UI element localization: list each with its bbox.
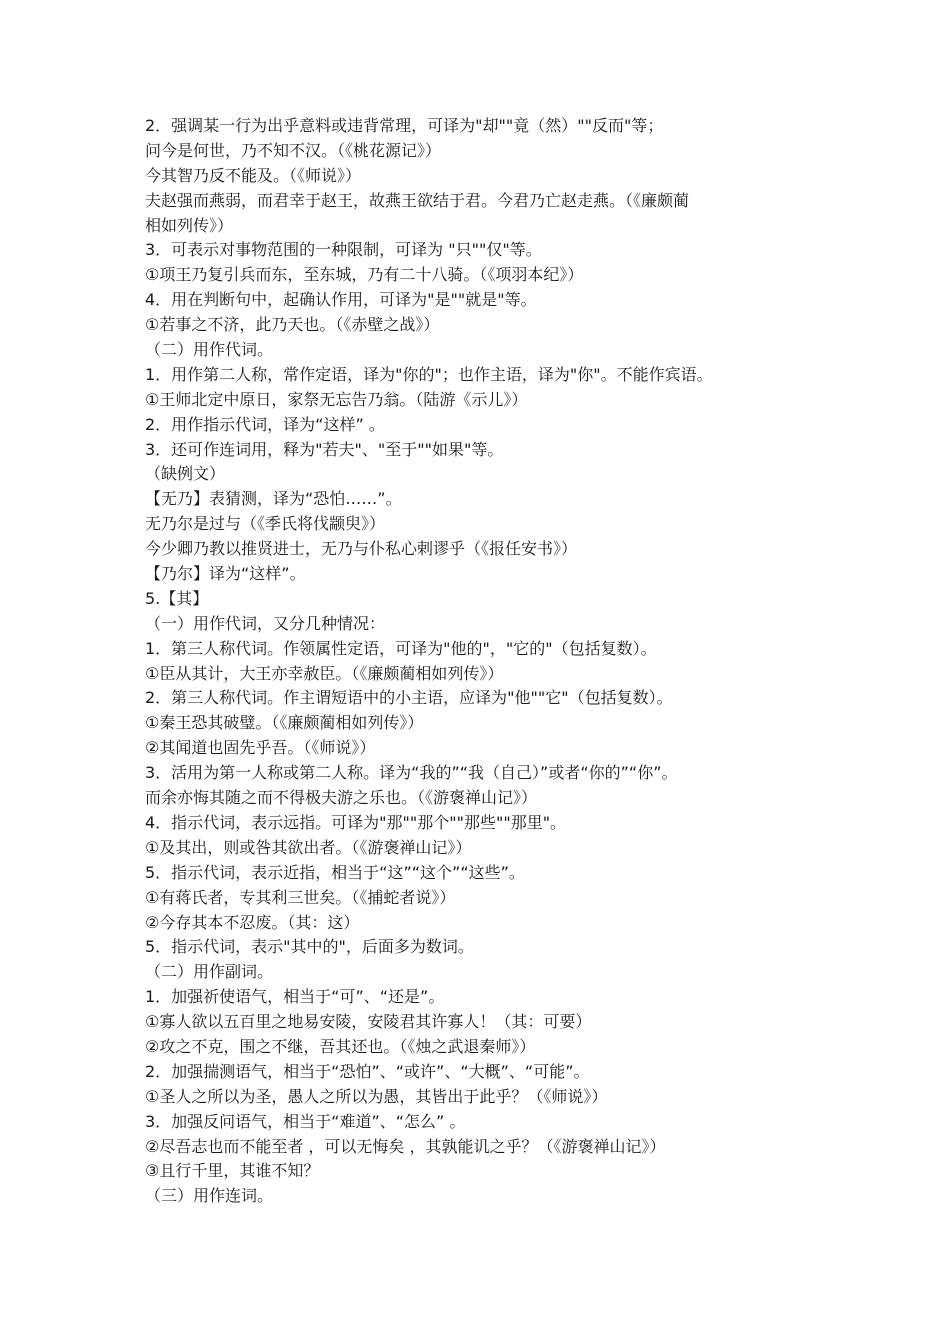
text-line: ②尽吾志也而不能至者 ，可以无悔矣 ，其孰能讥之乎？（《游褒禅山记》） <box>145 1136 666 1156</box>
text-line: 2．强调某一行为出乎意料或违背常理，可译为"却""竟（然）""反而"等； <box>145 116 664 135</box>
text-line: 4．用在判断句中，起确认作用，可译为"是""就是"等。 <box>145 290 537 310</box>
text-line: 【乃尔】译为“这样”。 <box>145 564 306 584</box>
section-heading: 5.【其】 <box>145 588 209 608</box>
text-line: 3．活用为第一人称或第二人称。译为“我的”“我（自己）”或者“你的”“你”。 <box>145 763 678 783</box>
text-line: ①若事之不济，此乃天也。（《赤壁之战》） <box>145 315 440 335</box>
text-line: ①臣从其计，大王亦幸赦臣。（《廉颇蔺相如列传》） <box>145 663 504 683</box>
text-line: ①项王乃复引兵而东，至东城，乃有二十八骑。（《项羽本纪》） <box>145 265 584 285</box>
text-line: 2．第三人称代词。作主谓短语中的小主语，应译为"他""它"（包括复数）。 <box>145 688 673 708</box>
text-line: ②攻之不克，围之不继，吾其还也。（《烛之武退秦师》） <box>145 1036 536 1056</box>
text-line: （缺例文） <box>145 464 226 484</box>
section-heading: （二）用作副词。 <box>145 962 274 982</box>
text-line: 5．指示代词，表示近指，相当于“这”“这个”“这些”。 <box>145 862 525 882</box>
text-line: 【无乃】表猜测，译为“恐怕……”。 <box>145 489 402 509</box>
text-line: 4．指示代词，表示远指。可译为"那""那个""那些""那里"。 <box>145 812 567 832</box>
text-line: ①王师北定中原日，家祭无忘告乃翁。（陆游《示儿》） <box>145 389 528 409</box>
text-line: 相如列传》） <box>145 215 234 235</box>
section-heading: （一）用作代词，又分几种情况： <box>145 613 386 633</box>
text-line: ①及其出，则或咎其欲出者。（《游褒禅山记》） <box>145 837 472 857</box>
text-line: ③且行千里，其谁不知？ <box>145 1161 320 1181</box>
text-line: ①有蒋氏者，专其利三世矣。（《捕蛇者说》） <box>145 887 456 907</box>
text-line: 2．加强揣测语气，相当于“恐怕”、“或许”、“大概”、“可能”。 <box>145 1061 590 1081</box>
text-line: ①秦王恐其破璧。（《廉颇蔺相如列传》） <box>145 713 424 733</box>
text-line: 1．加强祈使语气，相当于“可”、“还是”。 <box>145 987 445 1007</box>
text-line: 3．可表示对事物范围的一种限制，可译为 "只""仅"等。 <box>145 240 542 260</box>
text-line: 今其智乃反不能及。（《师说》） <box>145 165 362 185</box>
text-line: ②今存其本不忍废。（其：这） <box>145 912 360 932</box>
text-line: 5．指示代词，表示"其中的"，后面多为数词。 <box>145 937 474 957</box>
section-heading: （二）用作代词。 <box>145 340 274 360</box>
text-line: 1．第三人称代词。作领属性定语，可译为"他的"，"它的"（包括复数）。 <box>145 638 657 658</box>
text-line: 而余亦悔其随之而不得极夫游之乐也。（《游褒禅山记》） <box>145 788 538 808</box>
text-line: ②其闻道也固先乎吾。（《师说》） <box>145 738 376 758</box>
text-line: 1．用作第二人称，常作定语，译为"你的"；也作主语，译为"你"。不能作宾语。 <box>145 364 713 384</box>
text-line: 今少卿乃教以推贤进士，无乃与仆私心剌谬乎（《报任安书》） <box>145 539 578 559</box>
text-line: 3．加强反问语气，相当于“难道”、“怎么” 。 <box>145 1111 466 1131</box>
text-line: ①寡人欲以五百里之地易安陵，安陵君其许寡人！（其：可要） <box>145 1012 592 1032</box>
text-line: 夫赵强而燕弱，而君幸于赵王，故燕王欲结于君。今君乃亡赵走燕。（《廉颇蔺 <box>145 190 690 210</box>
text-line: 问今是何世，乃不知不汉。（《桃花源记》） <box>145 140 442 160</box>
section-heading: （三）用作连词。 <box>145 1186 274 1206</box>
text-line: 3．还可作连词用，释为"若夫"、"至于""如果"等。 <box>145 439 504 459</box>
document-page <box>145 114 815 1209</box>
text-line: 2．用作指示代词，译为“这样” 。 <box>145 414 385 434</box>
text-line: 无乃尔是过与（《季氏将伐颛臾》） <box>145 514 386 534</box>
text-line: ①圣人之所以为圣，愚人之所以为愚，其皆出于此乎？（《师说》） <box>145 1086 608 1106</box>
